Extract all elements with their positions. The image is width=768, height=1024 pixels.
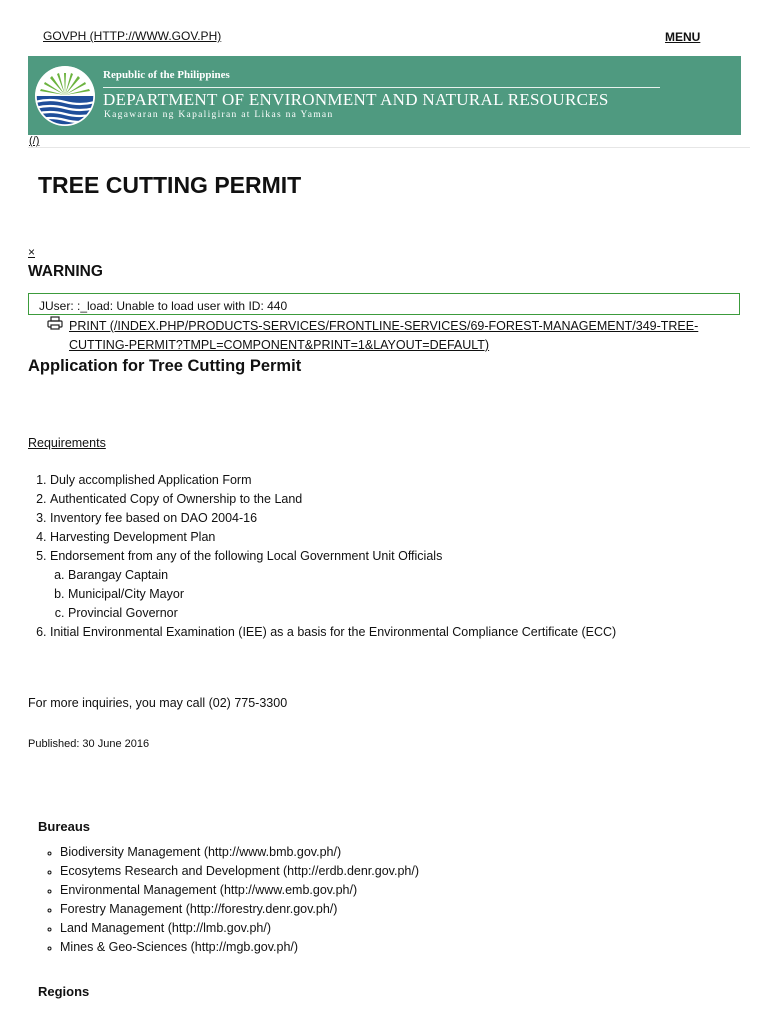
page-title: TREE CUTTING PERMIT bbox=[38, 172, 302, 198]
banner-divider bbox=[103, 87, 660, 88]
header-divider bbox=[28, 147, 750, 148]
denr-logo-icon bbox=[33, 65, 97, 127]
regions-heading: Regions bbox=[38, 984, 90, 999]
warning-message: JUser: :_load: Unable to load user with ID: 440 bbox=[39, 299, 288, 313]
department-tagalog-name: Kagawaran ng Kapaligiran at Likas na Yaman bbox=[104, 110, 334, 120]
close-warning-button[interactable]: × bbox=[28, 245, 36, 259]
article-title: Application for Tree Cutting Permit bbox=[28, 357, 302, 375]
bureau-link[interactable]: ◦ Environmental Management (http://www.emb.gov.ph/) bbox=[60, 881, 419, 900]
list-item: a. Barangay Captain bbox=[68, 566, 616, 585]
bureau-link[interactable]: ◦ Biodiversity Management (http://www.bmb.gov.ph/) bbox=[60, 843, 419, 862]
home-link[interactable]: (/) bbox=[29, 135, 40, 147]
list-item: 3. Inventory fee based on DAO 2004-16 bbox=[50, 509, 616, 528]
list-item: 6. Initial Environmental Examination (IEE) as a basis for the Environmental Compliance Certificate (ECC) bbox=[50, 623, 616, 642]
bureau-link[interactable]: ◦ Mines & Geo-Sciences (http://mgb.gov.ph/) bbox=[60, 938, 419, 957]
bureau-link[interactable]: ◦ Land Management (http://lmb.gov.ph/) bbox=[60, 919, 419, 938]
list-item: b. Municipal/City Mayor bbox=[68, 585, 616, 604]
inquiries-text: For more inquiries, you may call (02) 775-3300 bbox=[28, 696, 288, 710]
list-item: c. Provincial Governor bbox=[68, 604, 616, 623]
print-link[interactable]: PRINT (/INDEX.PHP/PRODUCTS-SERVICES/FRONTLINE-SERVICES/69-FOREST-MANAGEMENT/349-TREE-CUTTING-PERMIT?TMPL=COMPONENT&PRINT=1&LAYOUT=DEFAULT) bbox=[69, 319, 699, 352]
menu-button[interactable]: MENU bbox=[665, 30, 701, 44]
list-item: 2. Authenticated Copy of Ownership to the Land bbox=[50, 490, 616, 509]
bureaus-list bbox=[38, 843, 419, 957]
list-item bbox=[50, 547, 616, 623]
endorsers-list bbox=[50, 566, 616, 623]
govph-link[interactable]: GOVPH (HTTP://WWW.GOV.PH) bbox=[43, 29, 222, 43]
list-item: 1. Duly accomplished Application Form bbox=[50, 471, 616, 490]
bureau-link[interactable]: ◦ Ecosytems Research and Development (http://erdb.denr.gov.ph/) bbox=[60, 862, 419, 881]
requirements-list bbox=[28, 471, 616, 642]
published-date: Published: 30 June 2016 bbox=[28, 738, 150, 750]
denr-banner[interactable] bbox=[28, 56, 741, 135]
requirements-link[interactable]: Requirements bbox=[28, 436, 106, 450]
list-item: 4. Harvesting Development Plan bbox=[50, 528, 616, 547]
department-name: DEPARTMENT OF ENVIRONMENT AND NATURAL RESOURCES bbox=[103, 90, 609, 109]
list-item-label: Endorsement from any of the following Local Government Unit Officials bbox=[50, 549, 443, 563]
bureau-link[interactable]: ◦ Forestry Management (http://forestry.denr.gov.ph/) bbox=[60, 900, 419, 919]
printer-icon[interactable] bbox=[47, 316, 63, 330]
warning-heading: WARNING bbox=[28, 263, 103, 280]
republic-label: Republic of the Philippines bbox=[103, 69, 230, 81]
warning-message-box bbox=[28, 293, 740, 315]
bureaus-heading: Bureaus bbox=[38, 819, 91, 834]
